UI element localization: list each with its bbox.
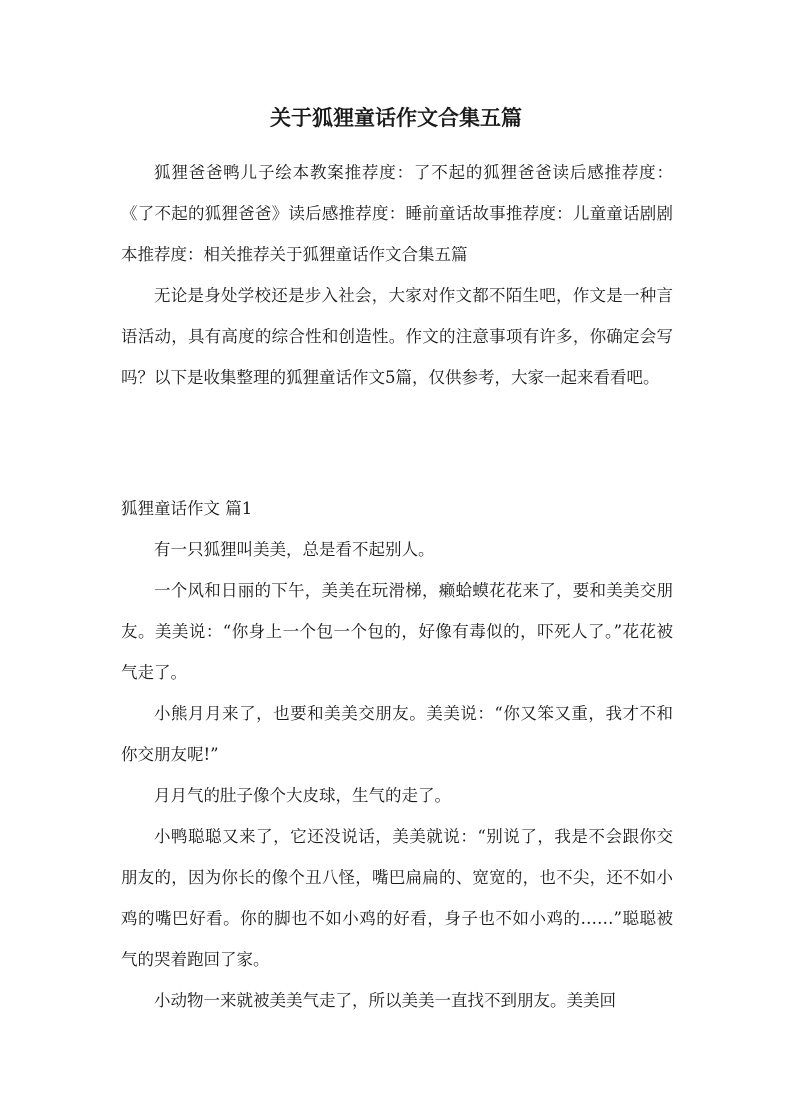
intro-paragraph-1: 狐狸爸爸鸭儿子绘本教案推荐度：了不起的狐狸爸爸读后感推荐度：《了不起的狐狸爸爸》读后感推荐度：睡前童话故事推荐度：儿童童话剧剧本推荐度：相关推荐关于狐狸童话作文合集五篇 <box>121 163 673 264</box>
section-paragraph-2: 一个风和日丽的下午，美美在玩滑梯，癞蛤蟆花花来了，要和美美交朋友。美美说：“你身上一个包一个包的，好像有毒似的，吓死人了。”花花被气走了。 <box>121 581 673 682</box>
section-paragraph-1: 有一只狐狸叫美美，总是看不起别人。 <box>154 540 435 559</box>
essay-section-1 <box>121 488 673 1021</box>
section-paragraph-3: 小熊月月来了，也要和美美交朋友。美美说：“你又笨又重，我才不和你交朋友呢!” <box>121 704 673 764</box>
section-paragraph-5: 小鸭聪聪又来了，它还没说话，美美就说：“别说了，我是不会跟你交朋友的，因为你长的像个丑八怪，嘴巴扁扁的、宽宽的，也不尖，还不如小鸡的嘴巴好看。你的脚也不如小鸡的好看，身子也不如小鸡的……”聪聪被气的哭着跑回了家。 <box>121 827 673 969</box>
document-title: 关于狐狸童话作文合集五篇 <box>270 106 522 130</box>
section-paragraph-6: 小动物一来就被美美气走了，所以美美一直找不到朋友。美美回 <box>154 991 616 1010</box>
section-paragraph-4: 月月气的肚子像个大皮球，生气的走了。 <box>154 786 451 805</box>
intro-section <box>121 152 673 398</box>
intro-paragraph-2: 无论是身处学校还是步入社会，大家对作文都不陌生吧，作文是一种言语活动，具有高度的综合性和创造性。作文的注意事项有许多，你确定会写吗？以下是收集整理的狐狸童话作文5篇，仅供参考，大家一起来看看吧。 <box>121 286 673 387</box>
section-heading: 狐狸童话作文 篇1 <box>121 499 253 518</box>
